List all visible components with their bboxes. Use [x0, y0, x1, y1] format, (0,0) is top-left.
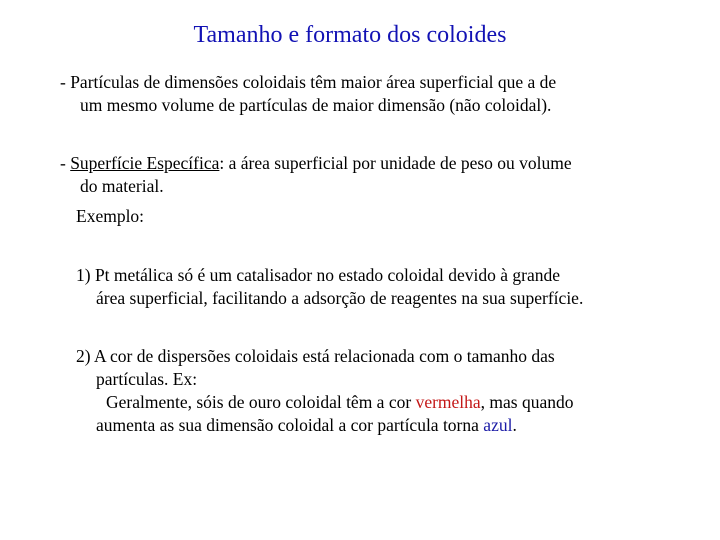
- red-word: vermelha: [415, 392, 481, 412]
- paragraph-surface-area: [60, 71, 650, 117]
- paragraph-line: área superficial, facilitando a adsorção de reagentes na sua superfície.: [96, 288, 584, 308]
- text-segment: , mas quando: [480, 392, 574, 412]
- paragraph-specific-surface: [60, 152, 650, 198]
- paragraph-line: do material.: [80, 176, 164, 196]
- paragraph-line: partículas. Ex:: [96, 369, 198, 389]
- paragraph-line: 2) A cor de dispersões coloidais está relacionada com o tamanho das: [76, 346, 555, 366]
- text-segment: aumenta as sua dimensão coloidal a cor partícula torna: [96, 415, 484, 435]
- paragraph-line: [76, 391, 650, 414]
- paragraph-line: [60, 152, 650, 175]
- slide-title: Tamanho e formato dos coloides: [193, 22, 507, 48]
- paragraph-line: 1) Pt metálica só é um catalisador no estado coloidal devido à grande: [76, 265, 561, 285]
- term-specific-surface: Superfície Específica: [70, 153, 220, 173]
- paragraph-line: [76, 414, 650, 437]
- paragraph-line: - Partículas de dimensões coloidais têm maior área superficial que a de: [60, 72, 557, 92]
- example-item-2: [76, 345, 650, 437]
- example-label: Exemplo:: [76, 206, 145, 226]
- example-item-1: [76, 264, 650, 310]
- dash: -: [60, 153, 71, 173]
- definition-text: : a área superficial por unidade de peso ou volume: [219, 153, 572, 173]
- paragraph-line: um mesmo volume de partículas de maior dimensão (não coloidal).: [80, 95, 552, 115]
- text-segment: .: [512, 415, 517, 435]
- blue-word: azul: [483, 415, 513, 435]
- text-segment: Geralmente, sóis de ouro coloidal têm a cor: [106, 392, 416, 412]
